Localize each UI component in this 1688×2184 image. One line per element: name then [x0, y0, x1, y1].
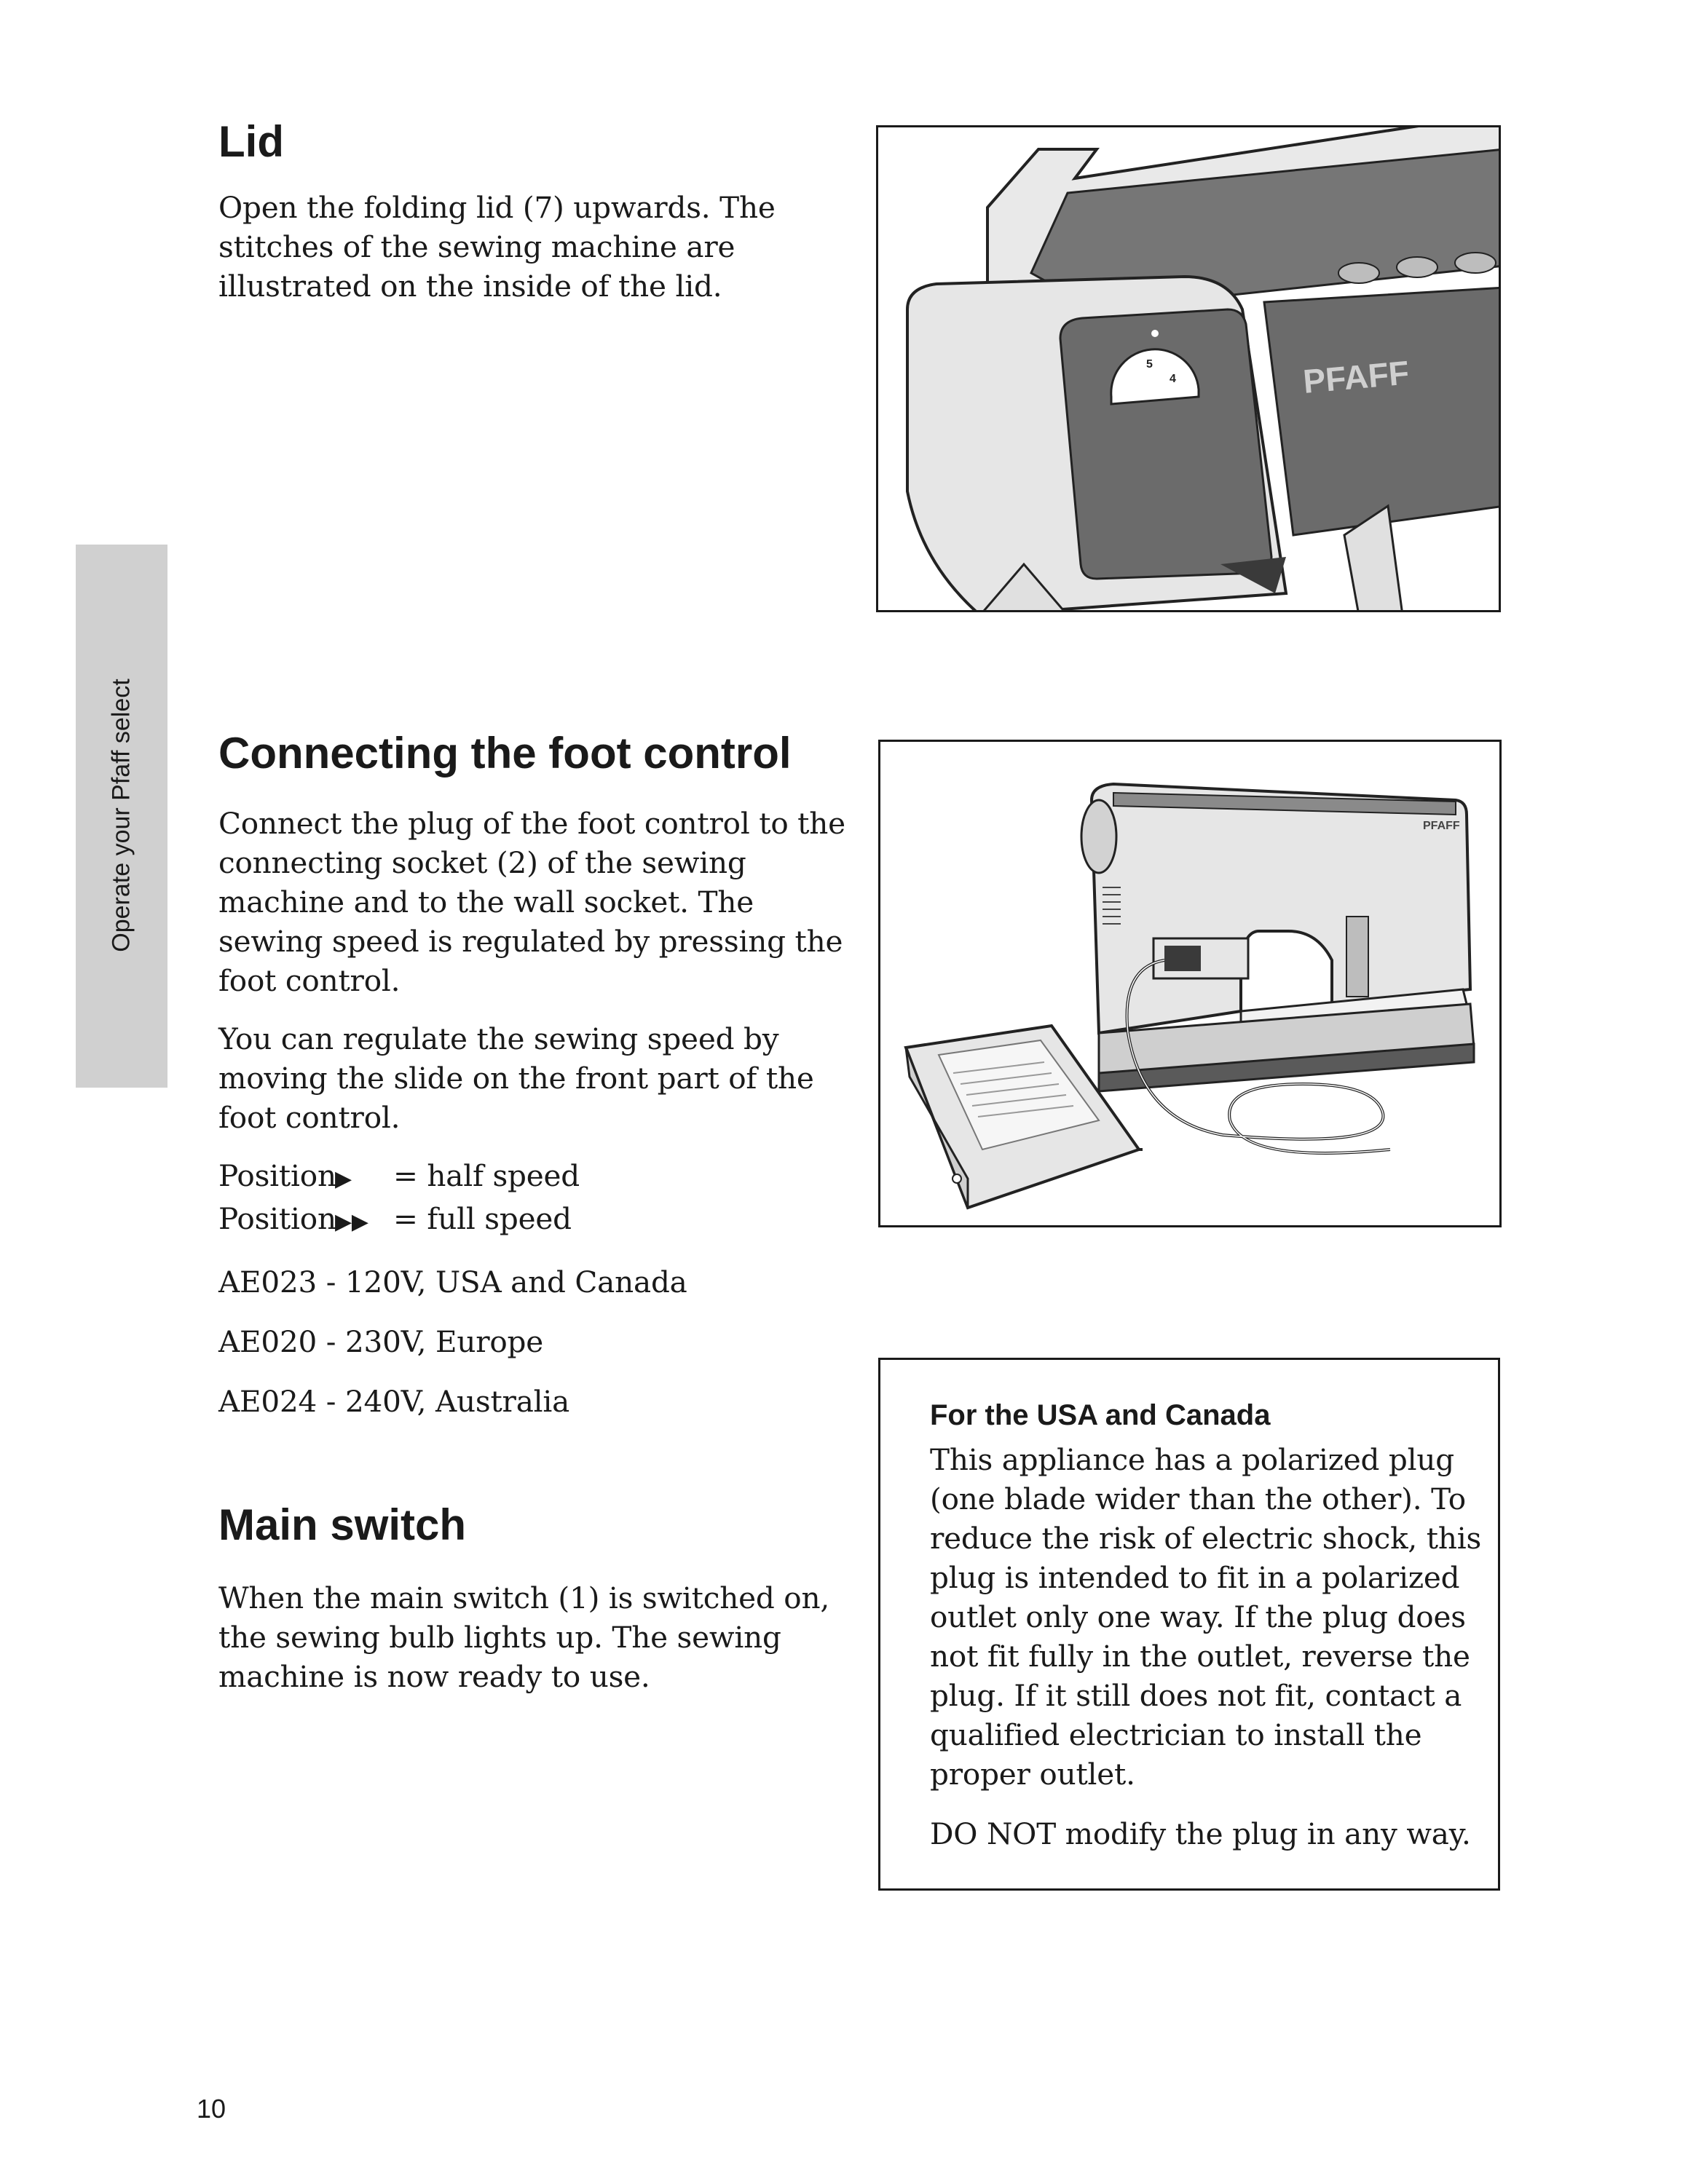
lid-text [218, 188, 786, 306]
fast-forward-icon: ▶▶ [335, 1209, 368, 1235]
dial-mark-2: 4 [1170, 373, 1176, 385]
notice-paragraph-2: DO NOT modify the plug in any way. [930, 1816, 1471, 1851]
usa-canada-notice [878, 1358, 1500, 1891]
dial-mark: 5 [1146, 358, 1153, 371]
lid-illustration-svg [878, 127, 1499, 610]
machine-illustration [878, 740, 1502, 1227]
lid-illustration [876, 125, 1501, 612]
model-line: AE020 - 230V, Europe [218, 1324, 544, 1359]
notice-body [930, 1440, 1505, 1853]
speed-list [218, 1156, 859, 1242]
machine-brand-logo: PFAFF [1423, 820, 1460, 832]
lid-brand-logo: PFAFF [1301, 353, 1411, 400]
main-switch-text [218, 1578, 859, 1696]
foot-control-paragraph-2: You can regulate the sewing speed by moving the slide on the front part of the foot control. [218, 1021, 814, 1135]
half-speed-text: = half speed [393, 1158, 580, 1193]
model-line: AE023 - 120V, USA and Canada [218, 1265, 687, 1299]
lid-paragraph: Open the folding lid (7) upwards. The stitches of the sewing machine are illustrated on the inside of the lid. [218, 190, 776, 304]
main-switch-heading: Main switch [218, 1500, 467, 1549]
model-line: AE024 - 240V, Australia [218, 1384, 570, 1419]
full-speed-text: = full speed [393, 1201, 572, 1236]
foot-control-heading: Connecting the foot control [218, 729, 792, 778]
position-label: Position [218, 1201, 336, 1236]
notice-title: For the USA and Canada [930, 1399, 1271, 1431]
lid-heading: Lid [218, 117, 284, 166]
page-number: 10 [197, 2094, 226, 2124]
machine-illustration-svg [880, 742, 1499, 1225]
play-icon: ▶ [335, 1166, 352, 1192]
main-switch-paragraph: When the main switch (1) is switched on, the sewing bulb lights up. The sewing machine is now ready to use. [218, 1580, 830, 1694]
position-label: Position [218, 1158, 336, 1193]
side-tab-label: Operate your Pfaff select [107, 678, 135, 952]
notice-paragraph-1: This appliance has a polarized plug (one blade wider than the other). To reduce the risk of electric shock, this plug is intended to fit in a polarized outlet only one way. If the plug does not fit fully in the outlet, reverse the plug. If it still does not fit, contact a qualified electrician to install the proper outlet. [930, 1442, 1482, 1792]
speed-row-half [218, 1156, 859, 1199]
foot-control-paragraph-1: Connect the plug of the foot control to the connecting socket (2) of the sewing machine and to the wall socket. The sewing speed is regulated by pressing the foot control. [218, 806, 845, 998]
speed-row-full [218, 1199, 859, 1242]
foot-control-text [218, 804, 859, 1421]
